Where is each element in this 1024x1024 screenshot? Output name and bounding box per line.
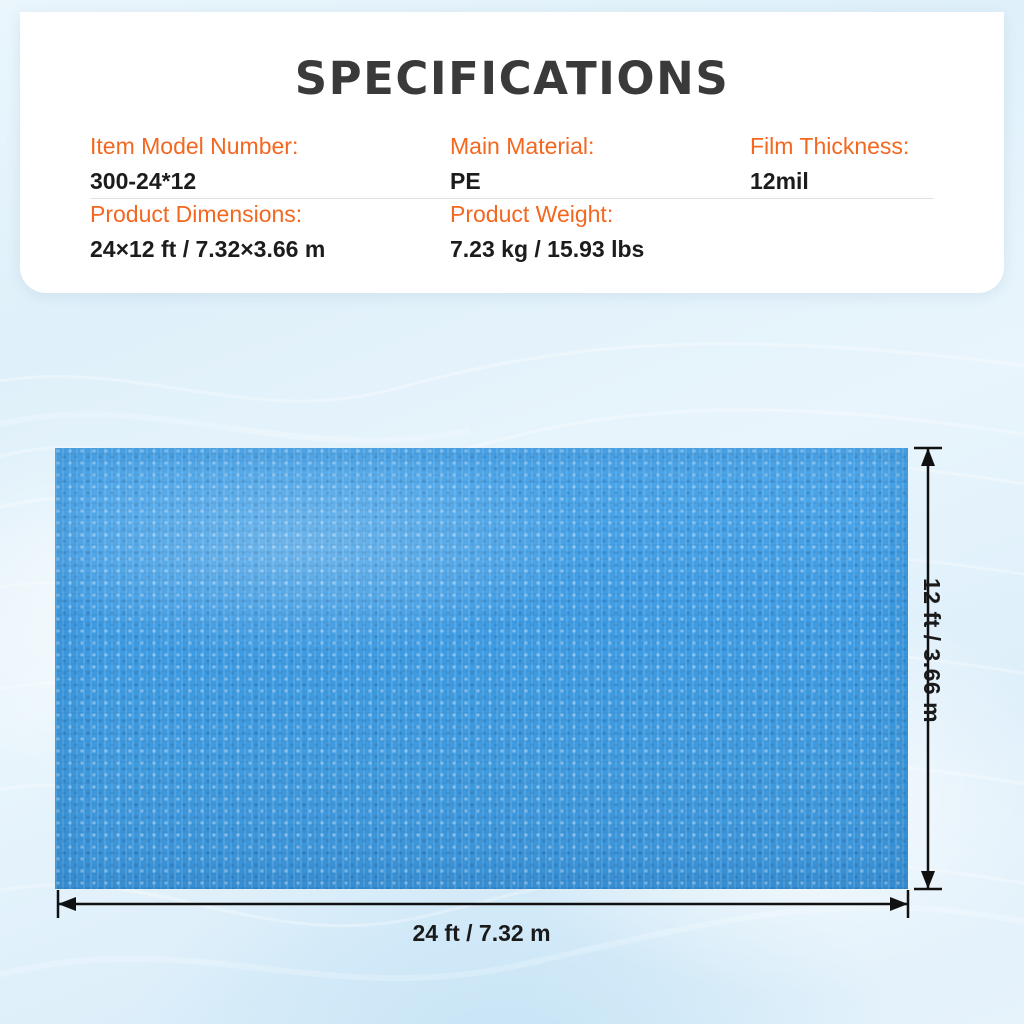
product-illustration — [0, 392, 1024, 1024]
spec-product-dimensions — [90, 199, 450, 266]
spec-label: Film Thickness: — [750, 133, 910, 159]
spec-value: PE — [450, 168, 481, 195]
spec-label: Product Weight: — [450, 201, 614, 228]
specifications-grid — [20, 131, 1004, 267]
width-dimension-label: 24 ft / 7.32 m — [412, 920, 551, 946]
spec-empty-cell — [750, 199, 934, 266]
page-title: SPECIFICATIONS — [294, 52, 730, 105]
spec-film-thickness — [750, 131, 934, 198]
spec-label: Item Model Number: — [90, 133, 299, 159]
pool-cover-image — [55, 448, 908, 889]
spec-value: 12mil — [750, 168, 809, 195]
spec-item-model-number — [90, 131, 450, 198]
height-dimension-label: 12 ft / 3.66 m — [919, 578, 945, 724]
spec-label: Product Dimensions: — [90, 201, 303, 228]
specifications-card — [20, 12, 1004, 293]
spec-value: 24×12 ft / 7.32×3.66 m — [90, 236, 326, 263]
spec-value: 7.23 kg / 15.93 lbs — [450, 236, 645, 263]
spec-product-weight — [450, 199, 750, 266]
spec-main-material — [450, 131, 750, 198]
spec-label: Main Material: — [450, 133, 595, 159]
spec-value: 300-24*12 — [90, 168, 197, 195]
